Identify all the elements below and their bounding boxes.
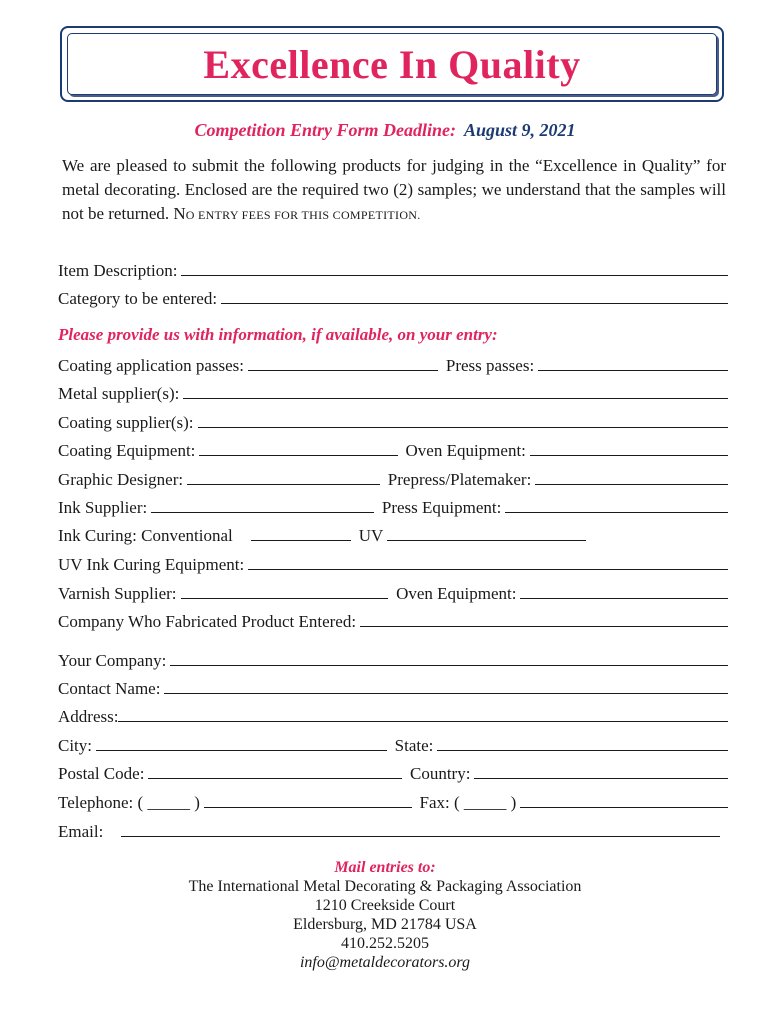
category-row [58,285,728,309]
prepress-field[interactable] [535,468,728,485]
telephone-label: Telephone: ( _____ ) [58,793,200,812]
telephone-row [58,789,728,813]
graphic-designer-label: Graphic Designer: [58,470,184,489]
fax-label: Fax: ( _____ ) [419,793,517,812]
item-description-row [58,257,728,281]
mail-phone: 410.252.5205 [341,935,429,952]
ink-supplier-row [58,494,728,518]
country-label: Country: [409,764,471,783]
title-frame [60,26,724,102]
coating-equipment-label: Coating Equipment: [58,441,196,460]
oven-equipment-label: Oven Equipment: [405,441,526,460]
mail-block [0,858,770,972]
address-row [58,703,728,727]
ink-supplier-label: Ink Supplier: [58,498,148,517]
varnish-supplier-row [58,580,728,604]
item-description-label: Item Description: [58,261,178,280]
metal-supplier-field[interactable] [183,382,728,399]
section-heading: Please provide us with information, if available, on your entry: [58,325,498,344]
metal-supplier-label: Metal supplier(s): [58,384,180,403]
coating-supplier-label: Coating supplier(s): [58,413,194,432]
mail-city: Eldersburg, MD 21784 USA [293,916,477,933]
telephone-field[interactable] [204,791,412,808]
ink-curing-label: Ink Curing: Conventional [58,526,233,545]
contact-name-row [58,675,728,699]
uv-ink-equipment-field[interactable] [248,553,728,570]
category-field[interactable] [221,287,728,304]
postal-code-label: Postal Code: [58,764,145,783]
press-passes-label: Press passes: [445,356,535,375]
fabricator-label: Company Who Fabricated Product Entered: [58,612,357,631]
varnish-supplier-label: Varnish Supplier: [58,584,177,603]
varnish-supplier-field[interactable] [181,582,389,599]
mail-org: The International Metal Decorating & Packaging Association [188,878,582,895]
uv-ink-equipment-row [58,551,728,575]
intro-text: We are pleased to submit the following products for judging in the “Excellence in Quality” for metal decorating. Enclosed are the required two (2) samples; we understand that the samples will not be returned. N [62,156,726,223]
mail-email: info@metaldecorators.org [299,954,471,971]
contact-name-label: Contact Name: [58,679,161,698]
coating-passes-row [58,352,728,376]
deadline-date: August 9, 2021 [463,120,576,140]
postal-code-row [58,760,728,784]
mail-street: 1210 Creekside Court [314,897,456,914]
city-row [58,732,728,756]
fax-field[interactable] [520,791,728,808]
category-label: Category to be entered: [58,289,218,308]
state-field[interactable] [437,734,728,751]
fabricator-field[interactable] [360,610,728,627]
coating-passes-field[interactable] [248,354,438,371]
item-description-field[interactable] [181,259,728,276]
conventional-field[interactable] [251,524,351,541]
page-title: Excellence In Quality [203,41,581,87]
press-passes-field[interactable] [538,354,728,371]
oven-equipment-2-field[interactable] [520,582,728,599]
ink-supplier-field[interactable] [151,496,374,513]
mail-heading: Mail entries to: [334,859,436,876]
graphic-designer-field[interactable] [187,468,380,485]
uv-label: UV [358,526,384,545]
graphic-designer-row [58,466,728,490]
metal-supplier-row [58,380,728,404]
uv-field[interactable] [387,524,586,541]
prepress-label: Prepress/Platemaker: [387,470,532,489]
intro-paragraph [62,154,726,227]
address-field[interactable] [118,705,728,722]
deadline-line [0,120,770,141]
intro-smallcaps: O ENTRY FEES FOR THIS COMPETITION. [185,208,421,222]
fabricator-row [58,608,728,632]
coating-passes-label: Coating application passes: [58,356,245,375]
title-inner-frame [67,33,717,95]
uv-ink-equipment-label: UV Ink Curing Equipment: [58,555,245,574]
coating-supplier-field[interactable] [198,411,728,428]
ink-curing-row [58,522,586,546]
email-field[interactable] [121,820,720,837]
email-label: Email: [58,822,104,841]
press-equipment-field[interactable] [505,496,728,513]
coating-supplier-row [58,409,728,433]
address-label: Address: [58,707,119,726]
email-row [58,818,720,842]
oven-equipment-2-label: Oven Equipment: [396,584,517,603]
your-company-field[interactable] [170,649,728,666]
country-field[interactable] [474,762,728,779]
contact-name-field[interactable] [164,677,728,694]
deadline-label: Competition Entry Form Deadline: [194,120,456,140]
state-label: State: [394,736,434,755]
your-company-row [58,647,728,671]
postal-code-field[interactable] [148,762,402,779]
coating-equipment-field[interactable] [199,439,397,456]
city-label: City: [58,736,93,755]
city-field[interactable] [96,734,387,751]
press-equipment-label: Press Equipment: [381,498,502,517]
your-company-label: Your Company: [58,651,167,670]
coating-equipment-row [58,437,728,461]
oven-equipment-field[interactable] [530,439,728,456]
